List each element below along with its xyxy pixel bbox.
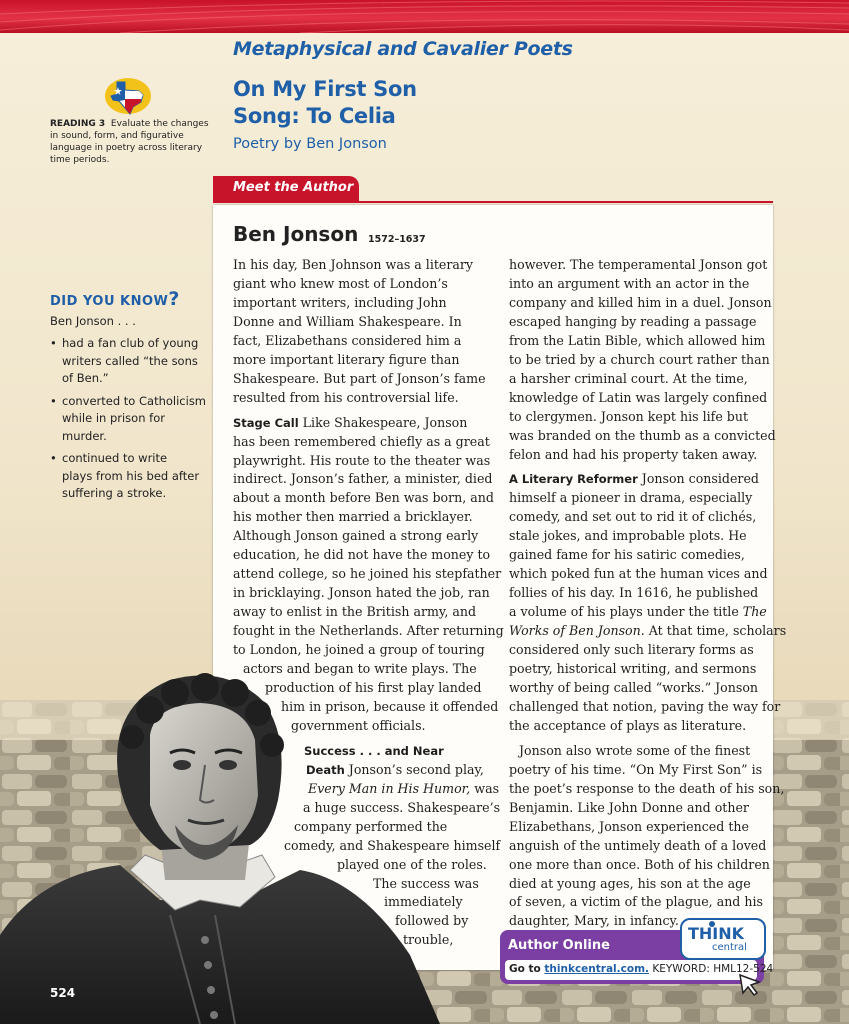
- text-line: playwright. His route to the theater was: [233, 452, 491, 468]
- standard-text-1: Evaluate the changes: [110, 119, 209, 129]
- text-line: comedy, and set out to rid it of clichés,: [509, 509, 757, 525]
- text-line: knowledge of Latin was largely confined: [509, 389, 768, 405]
- text-line: anguish of the untimely death of a loved: [509, 837, 767, 853]
- text-line: fought in the Netherlands. After returning: [233, 623, 504, 639]
- text-line: attend college, so he joined his stepfather: [233, 566, 502, 582]
- cursor-arrow-icon: [737, 972, 763, 998]
- think-word: THINK: [688, 924, 745, 943]
- text-line: follies of his day. In 1616, he published: [509, 585, 759, 601]
- text-line: his mother then married a bricklayer.: [233, 509, 473, 525]
- text-line: the acceptance of plays as literature.: [509, 717, 747, 733]
- texas-map-icon: [103, 74, 153, 118]
- text-line: about a month before Ben was born, and: [233, 490, 494, 506]
- text-line: died at young ages, his son at the age: [509, 875, 751, 891]
- text-line: [233, 414, 483, 433]
- list-item-line: • had a fan club of young: [62, 336, 199, 350]
- text-line: education, he did not have the money to: [233, 547, 491, 563]
- book-title-part: The: [742, 604, 767, 620]
- text-line: company performed the: [294, 818, 448, 834]
- paragraph: [233, 256, 486, 408]
- text-line: Although Jonson gained a strong early: [233, 528, 479, 544]
- text-run: a volume of his plays under the title: [509, 604, 743, 620]
- tab-rule: [213, 201, 773, 203]
- thinkcentral-badge[interactable]: [680, 918, 766, 960]
- text-line: him in prison, because it offended: [281, 698, 499, 714]
- text-run: Jonson’s second play,: [344, 761, 484, 777]
- text-line: Donne and William Shakespeare. In: [233, 313, 462, 329]
- text-line: In his day, Ben Johnson was a literary: [233, 257, 474, 272]
- subheading-literary-reformer: A Literary Reformer: [509, 472, 638, 487]
- goto-text: Go to: [509, 963, 545, 975]
- list-item-line: • converted to Catholicism: [62, 393, 207, 408]
- byline: Poetry by Ben Jonson: [233, 136, 387, 152]
- text-line: away to enlist in the British army, and: [233, 604, 477, 620]
- central-word: central: [712, 942, 747, 953]
- meet-the-author-tab: [213, 176, 359, 202]
- text-line: the poet’s response to the death of his son,: [509, 780, 785, 796]
- text-line: fact, Elizabethans considered him a: [233, 332, 462, 348]
- standard-text-2: in sound, form, and figurative: [50, 131, 184, 141]
- text-line: indirect. Jonson’s father, a minister, died: [233, 471, 493, 487]
- goto-line: [509, 963, 773, 975]
- text-line: felon and had his property taken away.: [509, 446, 758, 462]
- list-item-line: suffering a stroke.: [62, 486, 167, 500]
- text-line: stale jokes, and improbable plots. He: [509, 528, 747, 544]
- selection-title-2: Song: To Celia: [233, 104, 396, 128]
- text-line: which poked fun at the human vices and: [509, 566, 768, 582]
- text-line: government officials.: [291, 717, 426, 733]
- text-line: escaped hanging by reading a passage: [509, 313, 757, 329]
- text-line: one more than once. Both of his children: [509, 856, 770, 872]
- standard-text-4: time periods.: [50, 155, 110, 165]
- text-line: to London, he joined a group of touring: [233, 642, 485, 658]
- page-number: 524: [50, 986, 76, 1000]
- text-line: in bricklaying. Jonson hated the job, ran: [233, 585, 490, 601]
- did-you-know-intro: Ben Jonson . . .: [50, 314, 136, 328]
- standard-label: READING 3: [50, 119, 106, 129]
- text-line: challenged that notion, paving the way for: [509, 698, 781, 714]
- book-title-part: Works of Ben Jonson.: [509, 623, 645, 639]
- did-you-know-heading: [50, 288, 180, 310]
- text-line: into an argument with an actor in the: [509, 275, 750, 291]
- text-line: Jonson also wrote some of the finest: [519, 742, 751, 758]
- meet-the-author-label: Meet the Author: [233, 180, 354, 195]
- text-line: production of his first play landed: [265, 679, 482, 695]
- text-line: Benjamin. Like John Donne and other: [509, 799, 749, 815]
- text-line: [509, 470, 759, 489]
- list-item: [50, 450, 210, 503]
- text-line: was branded on the thumb as a convicted: [509, 427, 776, 443]
- text-line: played one of the roles.: [337, 856, 487, 872]
- text-line: worthy of being called “works.” Jonson: [509, 679, 759, 695]
- ben-jonson-portrait: [0, 665, 470, 1024]
- text-line: Elizabethans, Jonson experienced the: [509, 818, 749, 834]
- text-line: gained fame for his satiric comedies,: [509, 547, 745, 563]
- text-line: however. The temperamental Jonson got: [509, 257, 768, 272]
- text-line: poetry of his time. “On My First Son” is: [509, 761, 763, 777]
- text-line: to be tried by a church court rather than: [509, 351, 770, 367]
- list-item-line: murder.: [62, 428, 107, 443]
- list-item: [50, 393, 210, 446]
- text-line: poetry, historical writing, and sermons: [509, 661, 757, 677]
- text-line: immediately: [384, 894, 463, 910]
- text-line: giant who knew most of London’s: [233, 275, 448, 291]
- did-you-know-mark: ?: [168, 288, 180, 310]
- text-run: Like Shakespeare, Jonson: [298, 414, 468, 430]
- paragraph: [509, 256, 776, 464]
- list-item-line: of Ben.”: [62, 371, 109, 385]
- text-line: himself a pioneer in drama, especially: [509, 490, 753, 506]
- did-you-know-title: DID YOU KNOW: [50, 294, 169, 309]
- text-line: Shakespeare. But part of Jonson’s fame: [233, 370, 486, 386]
- subheading-success: Success . . . and Near: [304, 743, 444, 758]
- text-line: comedy, and Shakespeare himself: [284, 837, 501, 853]
- text-line: trouble,: [403, 932, 454, 948]
- paragraph: [509, 470, 787, 735]
- text-line: to clergymen. Jonson kept his life but: [509, 408, 749, 424]
- text-line: a harsher criminal court. At the time,: [509, 370, 748, 386]
- text-line: important writers, including John: [233, 294, 447, 310]
- list-item-line: plays from his bed after: [62, 468, 200, 483]
- text-run: At that time, scholars: [644, 623, 787, 639]
- did-you-know-list: [50, 335, 210, 508]
- top-color-band: [0, 0, 849, 33]
- thinkcentral-link[interactable]: thinkcentral.com.: [544, 963, 650, 975]
- list-item-line: • continued to write: [62, 451, 168, 465]
- text-line: more important literary figure than: [233, 351, 460, 367]
- author-name: Ben Jonson: [233, 222, 359, 246]
- text-line: [509, 622, 787, 641]
- paragraph: [509, 742, 785, 932]
- selection-title-1: On My First Son: [233, 77, 417, 101]
- list-item-line: while in prison for: [62, 411, 165, 425]
- list-item-line: writers called “the sons: [62, 353, 198, 368]
- text-line: resulted from his controversial life.: [233, 389, 459, 405]
- text-line: [509, 603, 767, 622]
- band-stripes: [0, 0, 849, 33]
- text-line: actors and began to write plays. The: [243, 661, 477, 677]
- author-online-goto: [505, 960, 774, 980]
- text-line: company and killed him in a duel. Jonson: [509, 294, 772, 310]
- subheading-stage-call: Stage Call: [233, 415, 299, 430]
- text-line: followed by: [395, 913, 469, 929]
- biography-column-2: [509, 256, 787, 931]
- text-line: The success was: [373, 875, 479, 891]
- text-line: considered only such literary forms as: [509, 642, 754, 658]
- standard-text-3: language in poetry across literary: [50, 143, 203, 153]
- text-line: has been remembered chiefly as a great: [233, 433, 490, 449]
- subheading-death: Death: [306, 762, 345, 777]
- reading-standard: [50, 118, 210, 166]
- text-line: a huge success. Shakespeare’s: [303, 799, 501, 815]
- text-line: daughter, Mary, in infancy.: [509, 913, 679, 929]
- text-line: from the Latin Bible, which allowed him: [509, 332, 766, 348]
- play-title: Every Man in His Humor,: [308, 780, 471, 796]
- author-years: 1572–1637: [368, 234, 426, 245]
- series-title: Metaphysical and Cavalier Poets: [233, 38, 573, 60]
- text-line: of seven, a victim of the plague, and his: [509, 894, 763, 910]
- list-item: [50, 335, 210, 388]
- keyword-text: KEYWORD: HML12-524: [649, 963, 774, 975]
- author-online-label: Author Online: [508, 938, 610, 953]
- text-run: was: [470, 780, 500, 796]
- text-run: Jonson considered: [637, 471, 759, 487]
